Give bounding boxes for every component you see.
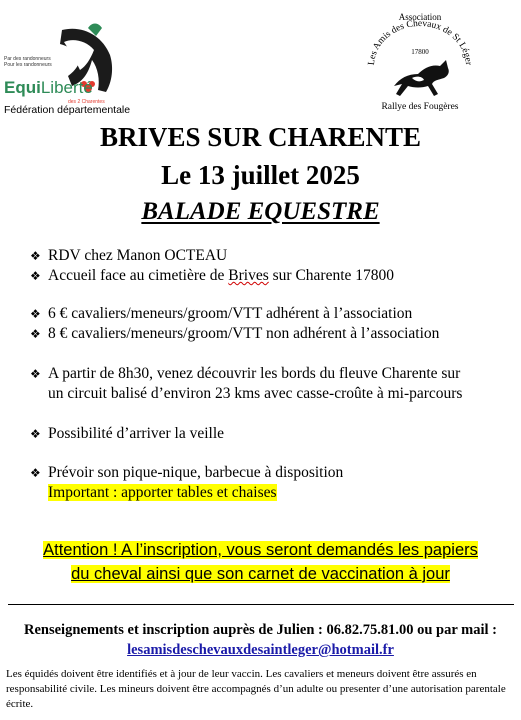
logo-region: des 2 Charentes [68,99,105,105]
list-item [30,266,520,286]
diamond-bullet-icon: ❖ [30,269,41,283]
equiliberte-logo [2,20,132,125]
veille-text: Possibilité d’arriver la veille [48,425,225,442]
assoc-bottom: Rallye des Fougères [381,102,459,112]
bullet-group-veille [30,424,520,444]
circuit-line-2: un circuit balisé d’environ 23 kms avec casse-croûte à mi-parcours [48,385,463,402]
attention-line-2: du cheval ainsi que son carnet de vaccination à jour [71,565,450,583]
accueil-word: Brives [228,267,269,284]
accueil-text [48,266,520,286]
list-item [30,463,520,503]
diamond-bullet-icon: ❖ [30,427,41,441]
circuit-line-1: A partir de 8h30, venez découvrir les bords du fleuve Charente sur [48,365,461,382]
picnic-text [48,463,520,503]
divider [8,604,514,605]
bullet-group-picnic [30,463,520,503]
diamond-bullet-icon: ❖ [30,367,41,381]
picnic-line: Prévoir son pique-nique, barbecue à disposition [48,464,344,481]
galloping-horse-icon [388,56,454,100]
logo-small-text-1: Par des randonneurs [4,56,51,62]
logo-subtitle: Fédération départementale [4,104,131,116]
event-place: BRIVES SUR CHARENTE [99,122,422,152]
list-item [30,424,520,444]
accueil-pre: Accueil face au cimetière de [48,267,229,284]
list-item [30,304,520,324]
accueil-post: sur Charente 17800 [268,267,395,284]
diamond-bullet-icon: ❖ [30,249,41,263]
important-note: Important : apporter tables et chaises [48,484,277,501]
bullet-group-prices [30,304,520,344]
list-item [30,246,520,266]
diamond-bullet-icon: ❖ [30,327,41,341]
association-logo [360,10,480,120]
logo-brand [4,78,93,98]
event-name: BALADE EQUESTRE [141,198,380,225]
list-item [30,324,520,344]
assoc-arc-text: Les Amis des Chevaux de St Léger [366,19,474,66]
contact-line: Renseignements et inscription auprès de Julien : 06.82.75.81.00 ou par mail : [24,622,497,638]
assoc-postcode: 17800 [411,48,429,56]
attention-notice [0,538,521,586]
diamond-bullet-icon: ❖ [30,307,41,321]
diamond-bullet-icon: ❖ [30,466,41,480]
bullet-group-location [30,246,520,286]
event-date: Le 13 juillet 2025 [161,160,360,190]
bullet-group-circuit [30,364,520,404]
price-nonmember: 8 € cavaliers/meneurs/groom/VTT non adhérent à l’association [48,325,440,342]
contact-block [0,620,521,660]
email-link[interactable]: lesamisdeschevauxdesaintleger@hotmail.fr [127,642,394,658]
logo-brand-equi: Equi [4,78,41,97]
assoc-line1: Association [398,12,442,22]
footer-note: Les équidés doivent être identifiés et à jour de leur vaccin. Les cavaliers et meneurs doivent être assurés en responsabilité civile. Les mineurs doivent être accompagnés d’un adulte ou presenter d’une autorisation parentale écrite. [6,668,506,710]
attention-line-1: Attention ! A l’inscription, vous seront demandés les papiers [43,541,478,559]
logo-brand-liberte: Liberté [40,78,93,97]
logo-small-text-2: Pour les randonneurs [4,62,52,68]
rdv-text: RDV chez Manon OCTEAU [48,247,228,264]
circuit-text [48,364,520,404]
price-member: 6 € cavaliers/meneurs/groom/VTT adhérent à l’association [48,305,413,322]
list-item [30,364,520,404]
